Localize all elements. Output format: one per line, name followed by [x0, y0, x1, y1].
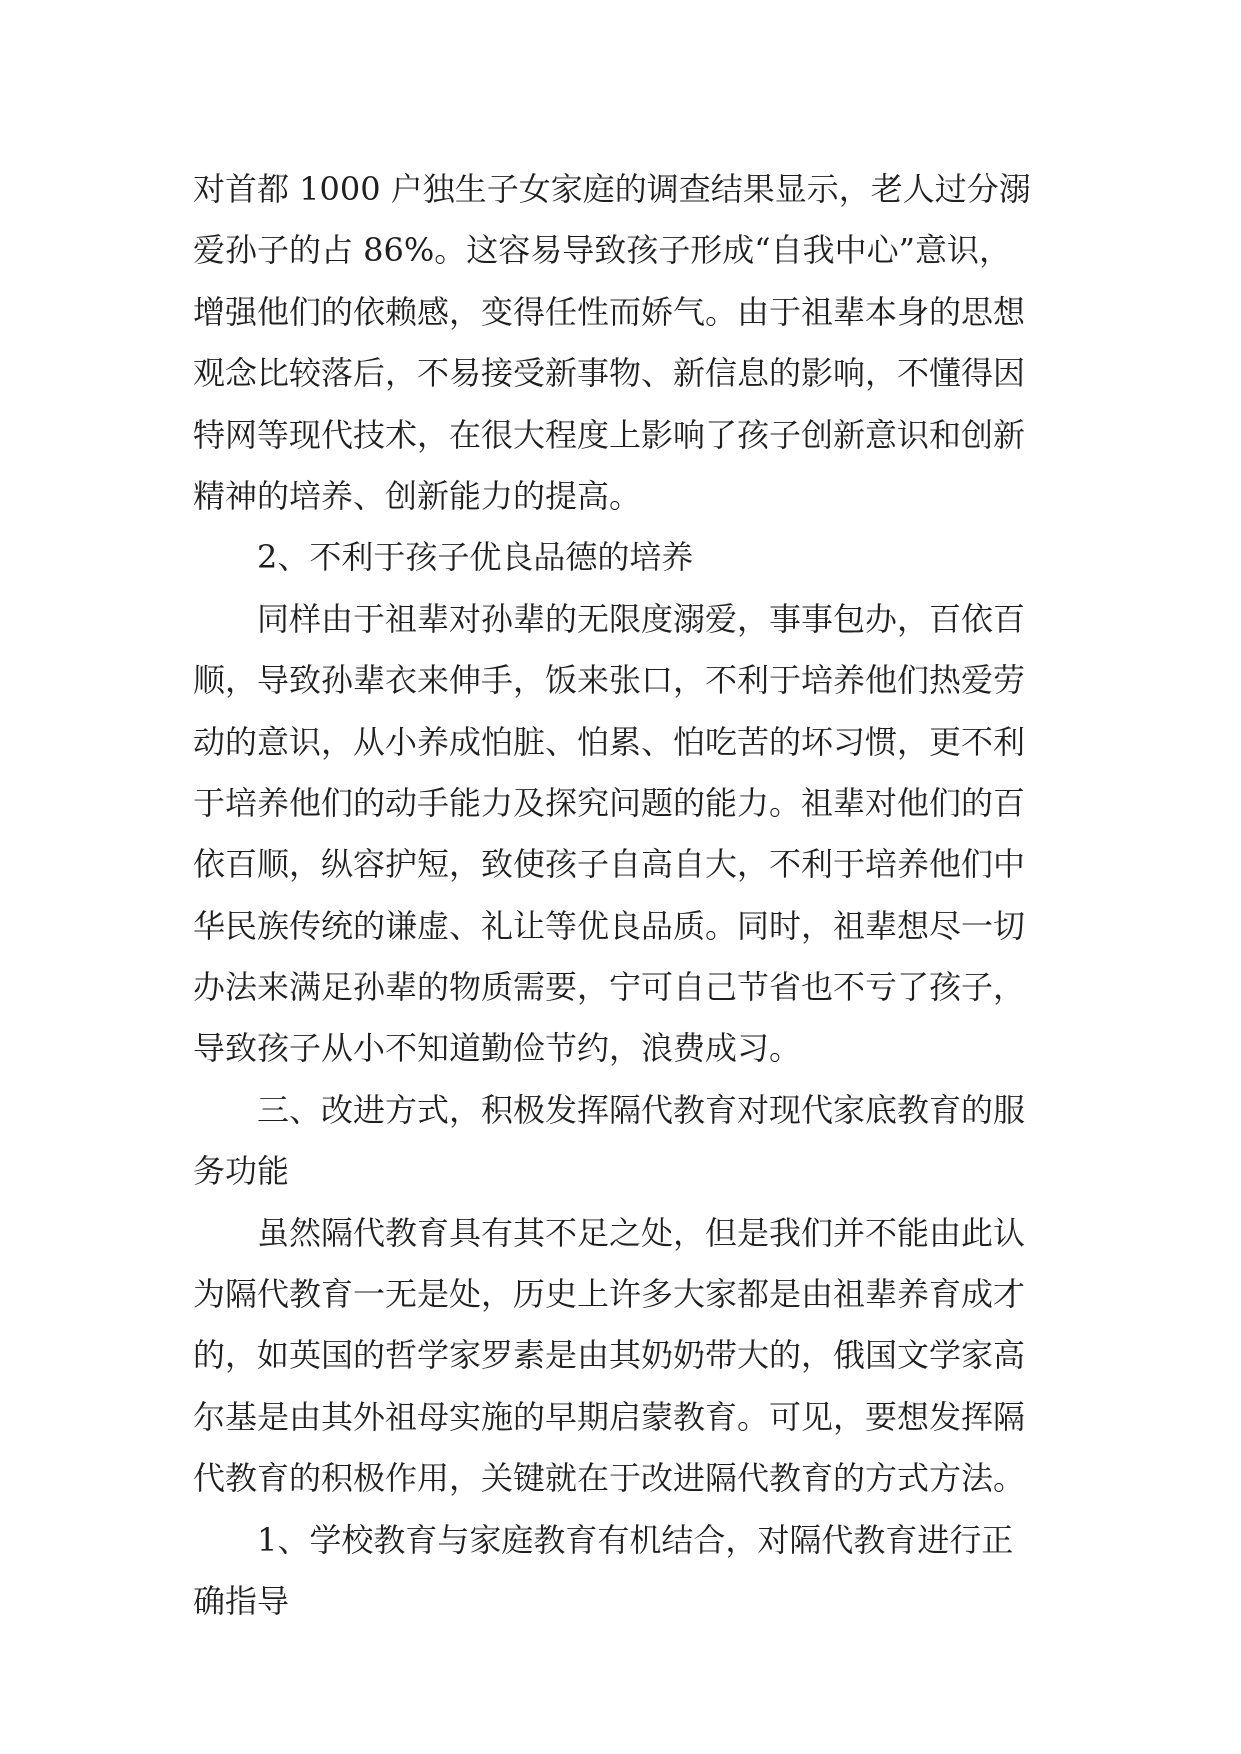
- text-line: 导致孩子从小不知道勤俭节约，浪费成习。: [193, 1029, 802, 1068]
- text-line: 观念比较落后，不易接受新事物、新信息的影响，不懂得因: [193, 354, 1026, 393]
- text-line: 依百顺，纵容护短，致使孩子自高自大，不利于培养他们中: [193, 845, 1026, 884]
- document-body: [193, 159, 1073, 1632]
- text-line: 增强他们的依赖感，变得任性而娇气。由于祖辈本身的思想: [193, 292, 1026, 331]
- text-line: 动的意识，从小养成怕脏、怕累、怕吃苦的坏习惯，更不利: [193, 722, 1026, 761]
- text-line: 的，如英国的哲学家罗素是由其奶奶带大的，俄国文学家高: [193, 1336, 1026, 1375]
- text-line: 三、改进方式，积极发挥隔代教育对现代家底教育的服: [257, 1090, 1026, 1129]
- text-line: 对首都 1000 户独生子女家庭的调查结果显示，老人过分溺: [193, 170, 1031, 208]
- text-line: 爱孙子的占 86%。这容易导致孩子形成“自我中心”意识，: [193, 231, 1012, 270]
- text-line: 虽然隔代教育具有其不足之处，但是我们并不能由此认: [257, 1213, 1026, 1252]
- text-line: 精神的培养、创新能力的提高。: [193, 476, 642, 515]
- text-line: 办法来满足孙辈的物质需要，宁可自己节省也不亏了孩子，: [193, 968, 1026, 1007]
- text-line: 为隔代教育一无是处，历史上许多大家都是由祖辈养育成才: [193, 1275, 1026, 1314]
- text-line: 务功能: [193, 1152, 290, 1191]
- text-line: 2、不利于孩子优良品德的培养: [257, 538, 694, 577]
- text-line: 尔基是由其外祖母实施的早期启蒙教育。可见，要想发挥隔: [193, 1397, 1026, 1436]
- text-line: 特网等现代技术，在很大程度上影响了孩子创新意识和创新: [193, 415, 1026, 454]
- text-line: 顺，导致孙辈衣来伸手，饭来张口，不利于培养他们热爱劳: [193, 661, 1026, 700]
- text-line: 同样由于祖辈对孙辈的无限度溺爱，事事包办，百依百: [257, 599, 1026, 638]
- text-line: 1、学校教育与家庭教育有机结合，对隔代教育进行正: [257, 1520, 1014, 1559]
- text-line: 华民族传统的谦虚、礼让等优良品质。同时，祖辈想尽一切: [193, 906, 1026, 945]
- text-line: 确指导: [193, 1581, 290, 1620]
- text-line: 于培养他们的动手能力及探究问题的能力。祖辈对他们的百: [193, 783, 1026, 822]
- text-line: 代教育的积极作用，关键就在于改进隔代教育的方式方法。: [193, 1459, 1026, 1498]
